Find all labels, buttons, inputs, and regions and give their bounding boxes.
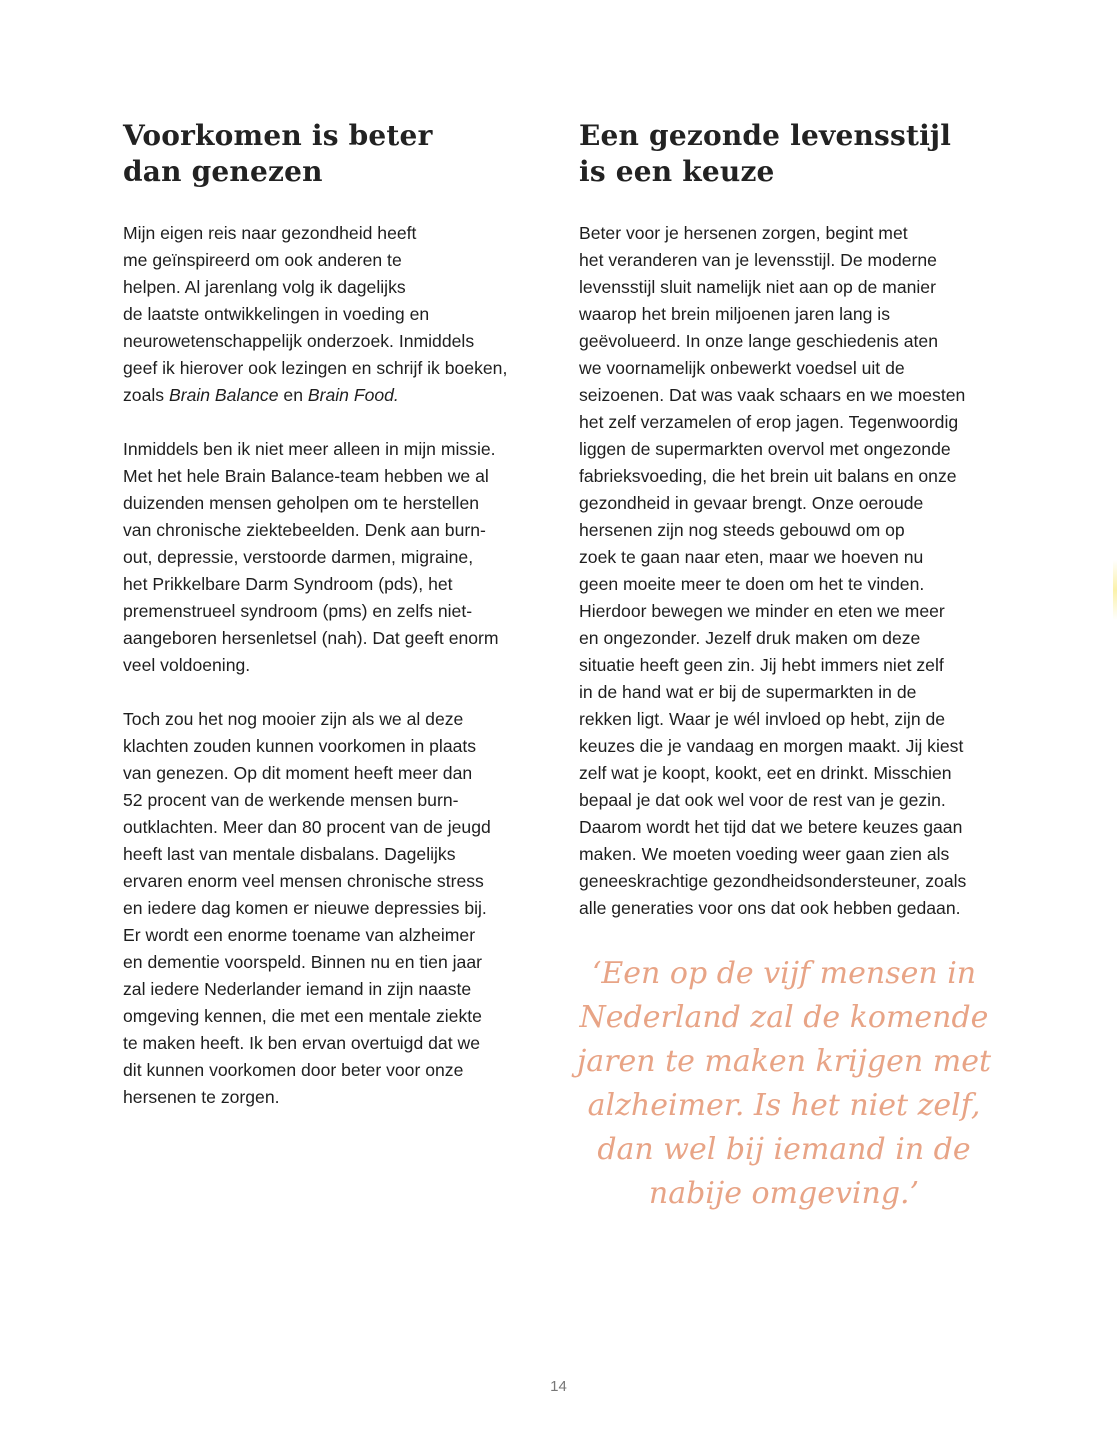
text-line: Hierdoor bewegen we minder en eten we meer [579, 601, 945, 621]
text-line: levensstijl sluit namelijk niet aan op de manier [579, 277, 936, 297]
right-heading-line: is een keuze [579, 155, 775, 188]
quote-line: alzheimer. Is het niet zelf, [587, 1088, 981, 1123]
text-line: het veranderen van je levensstijl. De moderne [579, 250, 937, 270]
text-line: en iedere dag komen er nieuwe depressies bij. [123, 898, 487, 918]
text-line: fabrieksvoeding, die het brein uit balans en onze [579, 466, 957, 486]
text-line: het zelf verzamelen of erop jagen. Tegenwoordig [579, 412, 959, 432]
text-line: we voornamelijk onbewerkt voedsel uit de [579, 358, 905, 378]
text-line: en dementie voorspeld. Binnen nu en tien jaar [123, 952, 482, 972]
text-line: geef ik hierover ook lezingen en schrijf ik boeken, [123, 358, 508, 378]
book-title-brain-balance: Brain Balance [168, 385, 279, 405]
text-line: Met het hele Brain Balance-team hebben we al [123, 466, 489, 486]
text-line [123, 382, 543, 409]
left-heading [123, 118, 543, 190]
text-line: waarop het brein miljoenen jaren lang is [579, 304, 891, 324]
text-line: van chronische ziektebeelden. Denk aan burn- [123, 520, 486, 540]
text-line: zal iedere Nederlander iemand in zijn naaste [123, 979, 472, 999]
left-paragraph-2 [123, 436, 543, 679]
text-line: Daarom wordt het tijd dat we betere keuzes gaan [579, 817, 963, 837]
text-line: helpen. Al jarenlang volg ik dagelijks [123, 277, 406, 297]
quote-line: Nederland zal de komende [579, 1000, 989, 1035]
text-line: ervaren enorm veel mensen chronische stress [123, 871, 484, 891]
page-edge-accent [1113, 560, 1117, 620]
text-line: geen moeite meer te doen om het te vinden. [579, 574, 925, 594]
right-heading-line: Een gezonde levensstijl [579, 119, 952, 152]
text-line: maken. We moeten voeding weer gaan zien als [579, 844, 950, 864]
text-line: premenstrueel syndroom (pms) en zelfs niet- [123, 601, 473, 621]
book-title-brain-food: Brain Food. [307, 385, 399, 405]
text-line: liggen de supermarkten overvol met ongezonde [579, 439, 951, 459]
text-line: de laatste ontwikkelingen in voeding en [123, 304, 430, 324]
text-line: Er wordt een enorme toename van alzheimer [123, 925, 476, 945]
left-heading-line: dan genezen [123, 155, 323, 188]
text-line: Beter voor je hersenen zorgen, begint met [579, 223, 908, 243]
text-line: bepaal je dat ook wel voor de rest van je gezin. [579, 790, 946, 810]
text-line: omgeving kennen, die met een mentale ziekte [123, 1006, 482, 1026]
text-line: het Prikkelbare Darm Syndroom (pds), het [123, 574, 453, 594]
text-line: situatie heeft geen zin. Jij hebt immers niet zelf [579, 655, 944, 675]
text-line: geëvolueerd. In onze lange geschiedenis aten [579, 331, 938, 351]
quote-line: dan wel bij iemand in de [597, 1132, 971, 1167]
text-line: aangeboren hersenletsel (nah). Dat geeft enorm [123, 628, 499, 648]
text-line: en ongezonder. Jezelf druk maken om deze [579, 628, 921, 648]
left-column [123, 118, 543, 1111]
text-line: outklachten. Meer dan 80 procent van de jeugd [123, 817, 491, 837]
text-line: alle generaties voor ons dat ook hebben gedaan. [579, 898, 961, 918]
text-line: Toch zou het nog mooier zijn als we al deze [123, 709, 464, 729]
quote-line: jaren te maken krijgen met [576, 1044, 992, 1079]
text-line: keuzes die je vandaag en morgen maakt. Jij kiest [579, 736, 964, 756]
quote-line: ‘Een op de vijf mensen in [591, 956, 977, 991]
text-line: seizoenen. Dat was vaak schaars en we moesten [579, 385, 966, 405]
text-fragment: en [278, 385, 308, 405]
text-line: Inmiddels ben ik niet meer alleen in mijn missie. [123, 439, 496, 459]
pull-quote [574, 952, 994, 1216]
left-paragraph-3 [123, 706, 543, 1111]
left-paragraph-1 [123, 220, 543, 409]
right-paragraph-1 [579, 220, 999, 922]
right-heading [579, 118, 999, 190]
text-line: dit kunnen voorkomen door beter voor onze [123, 1060, 464, 1080]
text-line: in de hand wat er bij de supermarkten in de [579, 682, 917, 702]
text-line: out, depressie, verstoorde darmen, migraine, [123, 547, 474, 567]
text-line: hersenen te zorgen. [123, 1087, 280, 1107]
text-line: duizenden mensen geholpen om te herstellen [123, 493, 480, 513]
text-line: veel voldoening. [123, 655, 251, 675]
text-line: heeft last van mentale disbalans. Dagelijks [123, 844, 456, 864]
text-line: hersenen zijn nog steeds gebouwd om op [579, 520, 905, 540]
text-fragment: zoals [123, 385, 169, 405]
text-line: zelf wat je koopt, kookt, eet en drinkt. Misschien [579, 763, 952, 783]
text-line: Mijn eigen reis naar gezondheid heeft [123, 223, 417, 243]
right-column [579, 118, 999, 922]
text-line: me geïnspireerd om ook anderen te [123, 250, 402, 270]
text-line: klachten zouden kunnen voorkomen in plaats [123, 736, 477, 756]
quote-line: nabije omgeving.’ [648, 1176, 920, 1211]
text-line: gezondheid in gevaar brengt. Onze oeroude [579, 493, 924, 513]
text-line: neurowetenschappelijk onderzoek. Inmiddels [123, 331, 475, 351]
left-heading-line: Voorkomen is beter [123, 119, 433, 152]
text-line: zoek te gaan naar eten, maar we hoeven nu [579, 547, 924, 567]
text-line: geneeskrachtige gezondheidsondersteuner, zoals [579, 871, 967, 891]
page-number: 14 [550, 1378, 567, 1395]
text-line: rekken ligt. Waar je wél invloed op hebt, zijn de [579, 709, 946, 729]
text-line: van genezen. Op dit moment heeft meer dan [123, 763, 473, 783]
text-line: 52 procent van de werkende mensen burn- [123, 790, 459, 810]
text-line: te maken heeft. Ik ben ervan overtuigd dat we [123, 1033, 480, 1053]
